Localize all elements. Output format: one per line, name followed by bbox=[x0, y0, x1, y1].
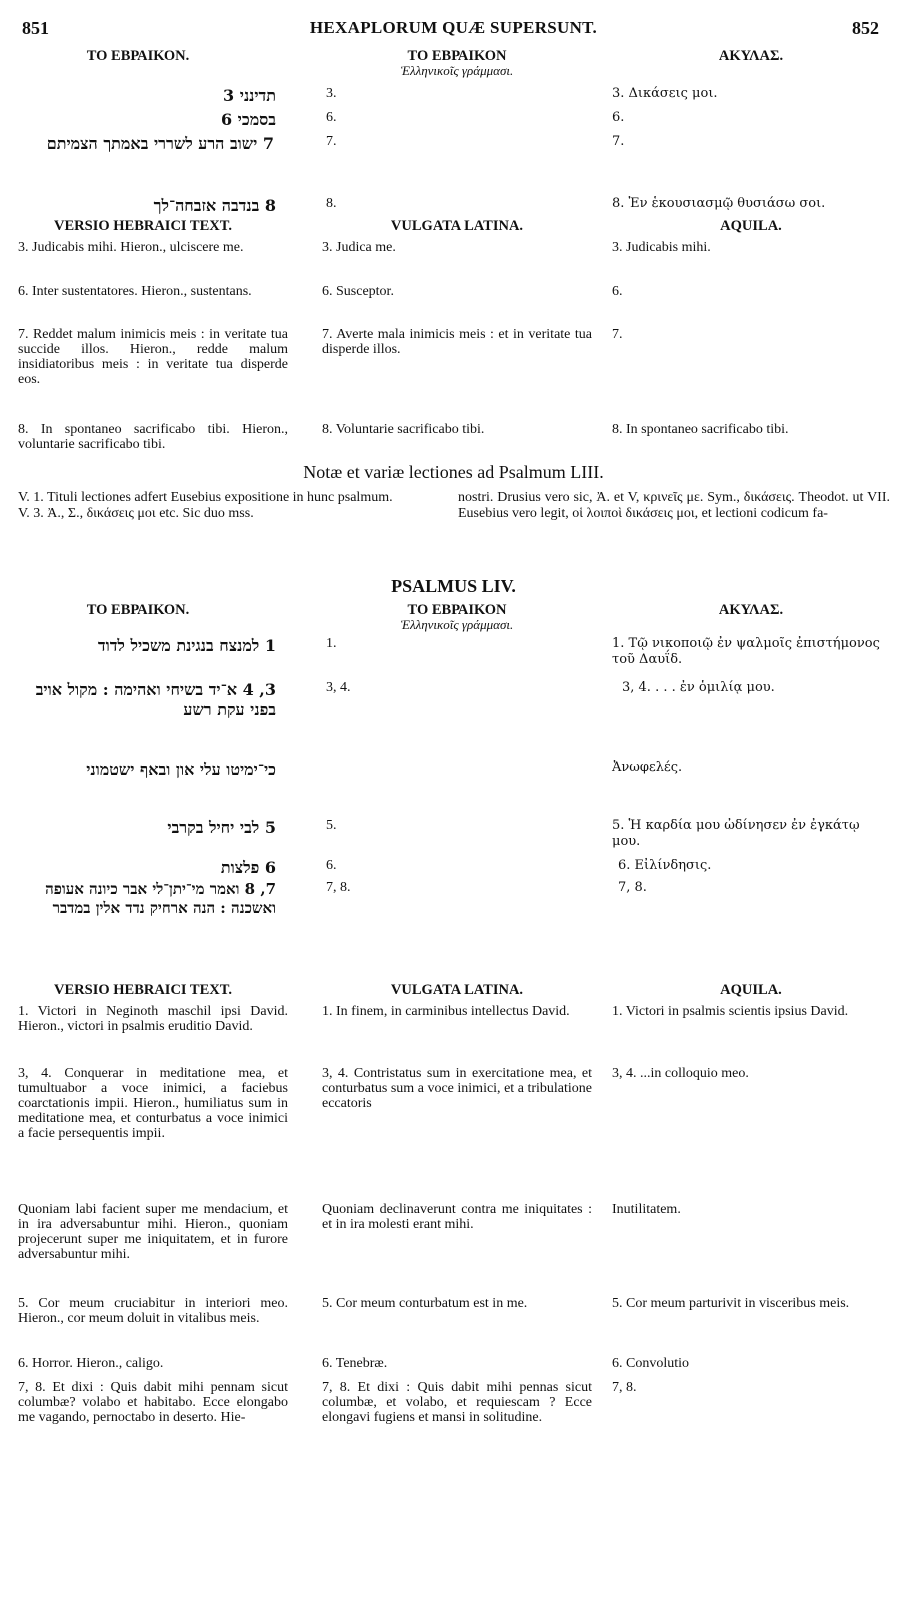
versio-text: 6. Horror. Hieron., caligo. bbox=[18, 1356, 164, 1371]
aquila-greek: 6. Εἰλίνδησις. bbox=[618, 858, 712, 873]
verse-number: 8. bbox=[326, 196, 337, 211]
head-versio-hebraici: VERSIO HEBRAICI TEXT. bbox=[54, 982, 232, 998]
vulgata-text: 3, 4. Contristatus sum in exercitatione mea, et conturbatus sum a voce inimici, et a tribulatione eccatoris bbox=[322, 1066, 592, 1111]
page-number-left: 851 bbox=[22, 18, 49, 38]
vulgata-text: 5. Cor meum conturbatum est in me. bbox=[322, 1296, 528, 1311]
hebrew-line: כי־ימיטו עלי און ובאף ישטמוני bbox=[86, 760, 276, 779]
notes-title: Notæ et variæ lectiones ad Psalmum LIII. bbox=[303, 462, 604, 482]
hebrew-line: תדינני 3 bbox=[223, 86, 276, 105]
vulgata-text: 1. In finem, in carminibus intellectus David. bbox=[322, 1004, 570, 1019]
vulgata-text: 3. Judica me. bbox=[322, 240, 396, 255]
verse-number: 3, 4. bbox=[326, 680, 351, 695]
vulgata-text: 7, 8. Et dixi : Quis dabit mihi pennas sicut columbæ, et volabo, et requiescam ? Ecce elongavi fugiens et mansi in solitudine. bbox=[322, 1380, 592, 1425]
vulgata-text: 6. Tenebræ. bbox=[322, 1356, 388, 1371]
hebrew-line: בסמכי 6 bbox=[220, 110, 276, 129]
aquila-latin-text: 5. Cor meum parturivit in visceribus meis. bbox=[612, 1296, 850, 1311]
hebrew-line: 1 למנצח בנגינת משכיל לדוד bbox=[97, 636, 276, 655]
versio-text: 1. Victori in Neginoth maschil ipsi David. Hieron., victori in psalmis eruditio David. bbox=[18, 1004, 288, 1034]
verse-number: 7, 8. bbox=[326, 880, 351, 895]
vulgata-text: Quoniam declinaverunt contra me iniquitates : et in ira molesti erant mihi. bbox=[322, 1202, 592, 1232]
versio-text: 3, 4. Conquerar in meditatione mea, et tumultuabor a voce inimici, a faciebus coarctationis impii. Hieron., humiliatus sum in meditatione mea, et conturbatus a voce inimici a facie persequentis impii. bbox=[18, 1066, 288, 1141]
aquila-greek: 3, 4. . . . ἐν ὁμιλίᾳ μου. bbox=[622, 680, 775, 695]
versio-text: 6. Inter sustentatores. Hieron., sustentans. bbox=[18, 284, 252, 299]
aquila-latin-text: 1. Victori in psalmis scientis ipsius David. bbox=[612, 1004, 849, 1019]
hebrew-line: 3, 4 א־יד בשיחי ואהימה : מקול אויב בפני עקת רשע bbox=[35, 680, 276, 719]
verse-number: 1. bbox=[326, 636, 337, 651]
subhead-greek-letters: Ἑλληνικοῖς γράμμασι. bbox=[400, 617, 514, 632]
hebrew-line: 8 בנדבה אזבחה־לך bbox=[153, 196, 276, 215]
verse-number: 5. bbox=[326, 818, 337, 833]
aquila-greek: 3. Δικάσεις μοι. bbox=[612, 86, 718, 101]
versio-text: Quoniam labi facient super me mendacium, et in ira adversabuntur mihi. Hieron., quoniam projecerunt super me iniquitatem, et in furore adversabuntur mihi. bbox=[18, 1202, 288, 1262]
versio-text: 7. Reddet malum inimicis meis : in veritate tua succide illos. Hieron., redde malum insidiatoribus meis : in veritate tua disperde eos. bbox=[18, 327, 288, 387]
versio-text: 5. Cor meum cruciabitur in interiori meo. Hieron., cor meum doluit in vitalibus meis. bbox=[18, 1296, 288, 1326]
versio-text: 3. Judicabis mihi. Hieron., ulciscere me. bbox=[18, 240, 244, 255]
notes-left: V. 1. Tituli lectiones adfert Eusebius expositione in hunc psalmum. V. 3. Ἀ., Σ., δικάσεις μοι etc. Sic duo mss. bbox=[18, 490, 393, 521]
subhead-greek-letters: Ἑλληνικοῖς γράμμασι. bbox=[400, 63, 514, 78]
verse-number: 6. bbox=[326, 858, 337, 873]
head-aquila: ΑΚΥΛΑΣ. bbox=[718, 602, 784, 618]
aquila-latin-text: 6. bbox=[612, 284, 623, 299]
hebrew-line: 7, 8 ואמר מי־יתן־לי אבר כיונה אעופה ואשכנה : הנה ארחיק נדד אלין במדבר bbox=[45, 880, 276, 917]
aquila-greek: 1. Τῷ νικοποιῷ ἐν ψαλμοῖς ἐπιστήμονος τοῦ Δαυΐδ. bbox=[612, 636, 880, 667]
aquila-latin-text: 6. Convolutio bbox=[612, 1356, 690, 1371]
verse-number: 6. bbox=[326, 110, 337, 125]
head-aquila: ΑΚΥΛΑΣ. bbox=[718, 48, 784, 64]
head-hebrew: ΤΟ ΕΒΡΑΙΚΟΝ. bbox=[86, 602, 190, 618]
notes-right: nostri. Drusius vero sic, Ἀ. et V, κρινεῖς με. Sym., δικάσεις. Theodot. ut VII. Eusebius vero legit, οἱ λοιποὶ δικάσεις μοι, et lectioni codicum fa- bbox=[458, 490, 890, 521]
aquila-latin-text: 3, 4. ...in colloquio meo. bbox=[612, 1066, 749, 1081]
hebrew-line: 5 לבי יחיל בקרבי bbox=[167, 818, 276, 837]
page-number-right: 852 bbox=[852, 18, 879, 38]
aquila-latin-text: 7. bbox=[612, 327, 623, 342]
head-hebrew: ΤΟ ΕΒΡΑΙΚΟΝ. bbox=[86, 48, 190, 64]
aquila-greek: 8. Ἐν ἑκουσιασμῷ θυσιάσω σοι. bbox=[612, 196, 826, 211]
head-aquila-latin: AQUILA. bbox=[720, 982, 782, 998]
head-vulgata: VULGATA LATINA. bbox=[390, 218, 524, 234]
running-title: HEXAPLORUM QUÆ SUPERSUNT. bbox=[309, 18, 598, 37]
aquila-greek: Ἀνωφελές. bbox=[612, 760, 683, 775]
hebrew-line: 7 ישוב הרע לשררי באמתך הצמיתם bbox=[46, 134, 274, 153]
aquila-greek: 7, 8. bbox=[618, 880, 647, 895]
versio-text: 8. In spontaneo sacrificabo tibi. Hieron., voluntarie sacrificabo tibi. bbox=[18, 422, 288, 452]
vulgata-text: 7. Averte mala inimicis meis : et in veritate tua disperde illos. bbox=[322, 327, 592, 357]
head-versio-hebraici: VERSIO HEBRAICI TEXT. bbox=[54, 218, 232, 234]
aquila-greek: 7. bbox=[612, 134, 625, 149]
aquila-latin-text: 7, 8. bbox=[612, 1380, 637, 1395]
head-aquila-latin: AQUILA. bbox=[720, 218, 782, 234]
aquila-latin-text: Inutilitatem. bbox=[612, 1202, 681, 1217]
head-hebrew-greek-letters: ΤΟ ΕΒΡΑΙΚΟΝ bbox=[407, 48, 507, 64]
vulgata-text: 6. Susceptor. bbox=[322, 284, 394, 299]
verse-number: 7. bbox=[326, 134, 337, 149]
head-vulgata: VULGATA LATINA. bbox=[390, 982, 524, 998]
aquila-latin-text: 8. In spontaneo sacrificabo tibi. bbox=[612, 422, 789, 437]
aquila-greek: 5. Ἡ καρδία μου ὠδίνησεν ἐν ἐγκάτῳ μου. bbox=[612, 818, 860, 849]
verse-number: 3. bbox=[326, 86, 337, 101]
aquila-greek: 6. bbox=[612, 110, 625, 125]
hebrew-line: 6 פלצות bbox=[220, 858, 276, 877]
aquila-latin-text: 3. Judicabis mihi. bbox=[612, 240, 711, 255]
psalm-title: PSALMUS LIV. bbox=[391, 576, 516, 596]
head-hebrew-greek-letters: ΤΟ ΕΒΡΑΙΚΟΝ bbox=[407, 602, 507, 618]
versio-text: 7, 8. Et dixi : Quis dabit mihi pennam sicut columbæ? volabo et habitabo. Ecce elongabo me vagando, pernoctabo in deserto. Hie- bbox=[18, 1380, 288, 1425]
vulgata-text: 8. Voluntarie sacrificabo tibi. bbox=[322, 422, 485, 437]
